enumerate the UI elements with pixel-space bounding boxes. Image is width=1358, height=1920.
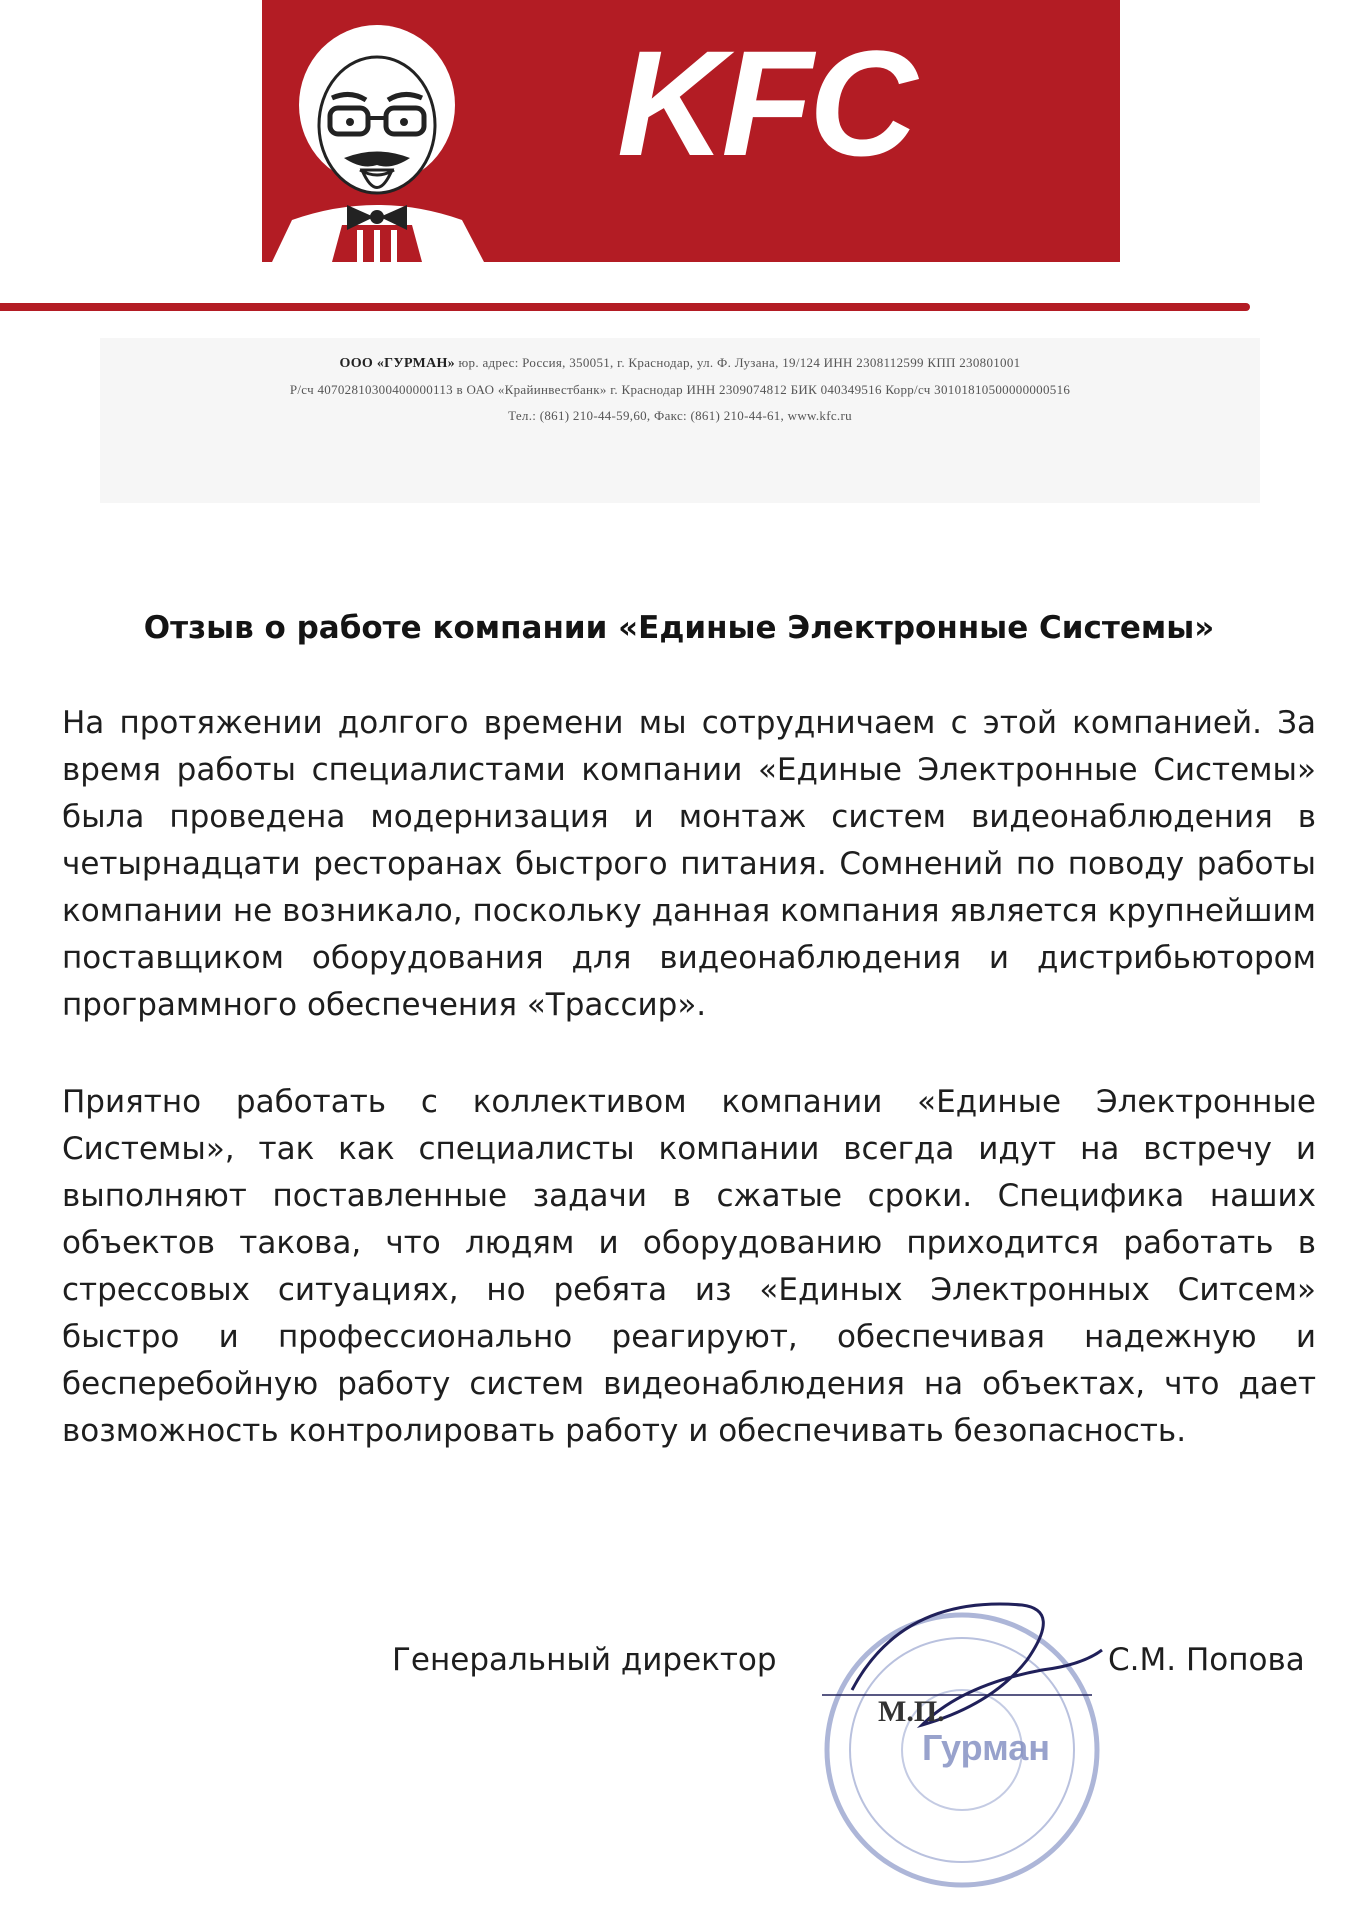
- company-stamp-and-signature: [812, 1575, 1112, 1895]
- company-name: ООО «ГУРМАН»: [339, 356, 455, 371]
- colonel-sanders-logo: [262, 20, 492, 262]
- kfc-wordmark: KFC: [617, 19, 914, 187]
- stamp-place-label: М.П.: [878, 1695, 945, 1728]
- header-divider: [0, 303, 1250, 311]
- company-requisites: [100, 338, 1260, 503]
- requisites-line-3: Тел.: (861) 210-44-59,60, Факс: (861) 210-44-61, www.kfc.ru: [508, 408, 852, 423]
- requisites-line-2: Р/сч 40702810300400000113 в ОАО «Крайинвестбанк» г. Краснодар ИНН 2309074812 БИК 040349516 Корр/сч 30101810500000000516: [289, 382, 1071, 397]
- stamp-text: Гурман: [922, 1727, 1051, 1768]
- letter-paragraph-2: Приятно работать с коллективом компании «Единые Электронные Системы», так как специалисты компании всегда идут на встречу и выполняют поставленные задачи в сжатые сроки. Специфика наших объектов такова, что людям и оборудованию приходится работать в стрессовых ситуациях, но ребята из «Единых Электронных Ситсем» быстро и профессионально реагируют, обеспечивая надежную и бесперебойную работу систем видеонаблюдения на объектах, что дает возможность контролировать работу и обеспечивать безопасность.: [62, 1084, 1316, 1449]
- requisites-address: юр. адрес: Россия, 350051, г. Краснодар, ул. Ф. Лузана, 19/124 ИНН 2308112599 КПП 230801001: [458, 355, 1021, 370]
- signatory-name: С.М. Попова: [1108, 1642, 1305, 1678]
- letter-title: Отзыв о работе компании «Единые Электронные Системы»: [143, 610, 1215, 646]
- kfc-banner: [262, 0, 1120, 262]
- letter-paragraph-1: На протяжении долгого времени мы сотрудничаем с этой компанией. За время работы специалистами компании «Единые Электронные Системы» была проведена модернизация и монтаж систем видеонаблюдения в четырнадцати ресторанах быстрого питания. Сомнений по поводу работы компании не возникало, поскольку данная компания является крупнейшим поставщиком оборудования для видеонаблюдения и дистрибьютором программного обеспечения «Трассир».: [62, 705, 1316, 1023]
- requisites-line-1: [100, 350, 1260, 377]
- signatory-role: Генеральный директор: [392, 1642, 777, 1678]
